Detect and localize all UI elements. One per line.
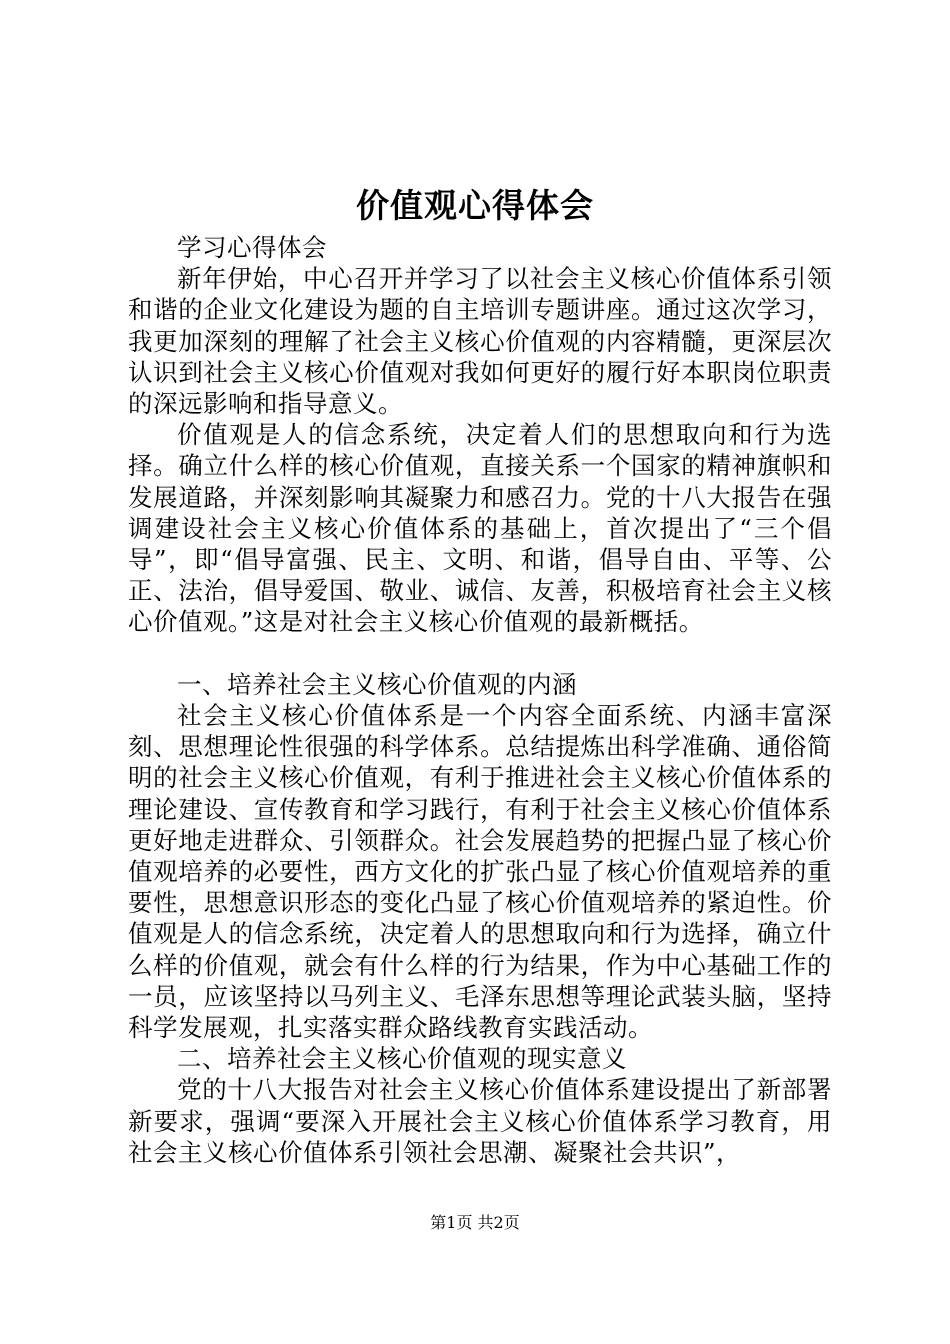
document-body <box>128 232 832 1168</box>
section-heading-2: 二、培养社会主义核心价值观的现实意义 <box>177 1044 627 1074</box>
paragraph: 价值观是人的信念系统，决定着人们的思想取向和行为选择。确立什么样的核心价值观，直接关系一个国家的精神旗帜和发展道路，并深刻影响其凝聚力和感召力。党的十八大报告在强调建设社会主义核心价值体系的基础上，首次提出了“三个倡导”，即“倡导富强、民主、文明、和谐，倡导自由、平等、公正、法治，倡导爱国、敬业、诚信、友善，积极培育社会主义核心价值观。”这是对社会主义核心价值观的最新概括。 <box>128 420 832 637</box>
page-footer: 第1页 共2页 <box>430 1213 520 1232</box>
document-title: 价值观心得体会 <box>356 186 594 225</box>
section-heading-1: 一、培养社会主义核心价值观的内涵 <box>177 669 577 699</box>
paragraph-subtitle: 学习心得体会 <box>177 233 327 262</box>
paragraph: 社会主义核心价值体系是一个内容全面系统、内涵丰富深刻、思想理论性很强的科学体系。总结提炼出科学准确、通俗简明的社会主义核心价值观，有利于推进社会主义核心价值体系的理论建设、宣传教育和学习践行，有利于社会主义核心价值体系更好地走进群众、引领群众。社会发展趋势的把握凸显了核心价值观培养的必要性，西方文化的扩张凸显了核心价值观培养的重要性，思想意识形态的变化凸显了核心价值观培养的紧迫性。价值观是人的信念系统，决定着人的思想取向和行为选择，确立什么样的价值观，就会有什么样的行为结果，作为中心基础工作的一员，应该坚持以马列主义、毛泽东思想等理论武装头脑，坚持科学发展观，扎实落实群众路线教育实践活动。 <box>128 701 832 1043</box>
paragraph: 新年伊始，中心召开并学习了以社会主义核心价值体系引领和谐的企业文化建设为题的自主培训专题讲座。通过这次学习，我更加深刻的理解了社会主义核心价值观的内容精髓，更深层次认识到社会主义核心价值观对我如何更好的履行好本职岗位职责的深远影响和指导意义。 <box>128 264 832 419</box>
paragraph: 党的十八大报告对社会主义核心价值体系建设提出了新部署新要求，强调“要深入开展社会主义核心价值体系学习教育，用社会主义核心价值体系引领社会思潮、凝聚社会共识”， <box>128 1075 832 1167</box>
blank-line <box>128 638 832 669</box>
